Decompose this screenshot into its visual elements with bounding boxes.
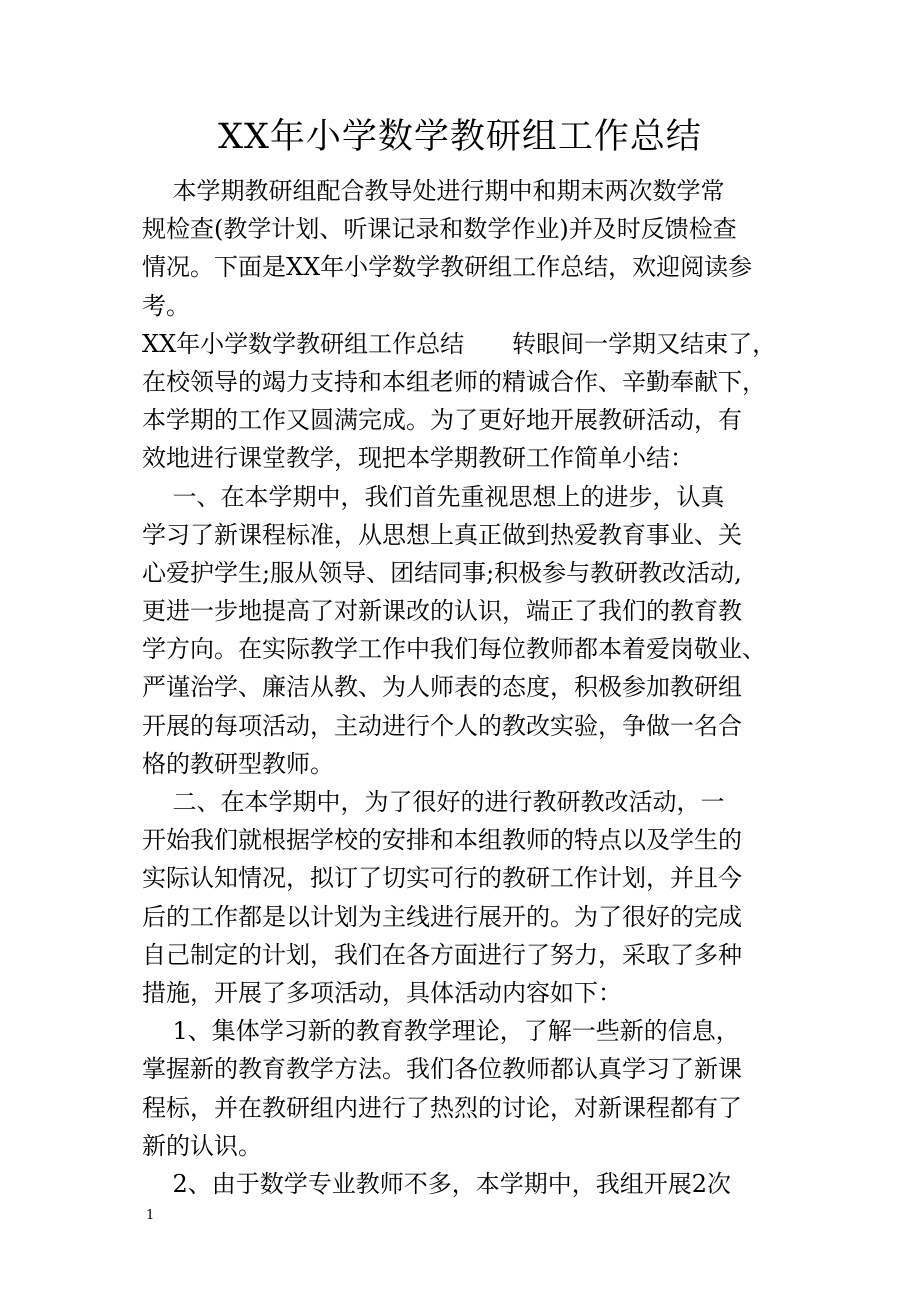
body-text-line: 掌握新的教育教学方法。我们各位教师都认真学习了新课: [142, 1055, 742, 1084]
body-text-line: 1、集体学习新的教育教学理论，了解一些新的信息，: [142, 1017, 740, 1046]
body-text-line: 后的工作都是以计划为主线进行展开的。为了很好的完成: [142, 902, 742, 931]
body-text-line: 效地进行课堂教学，现把本学期教研工作简单小结：: [142, 444, 694, 473]
body-text-line: 学习了新课程标准，从思想上真正做到热爱教育事业、关: [142, 520, 742, 549]
body-text-line: 本学期教研组配合教导处进行期中和期末两次数学常: [142, 177, 725, 205]
body-text-line: 格的教研型教师。: [142, 749, 334, 778]
body-text-line: 程标，并在教研组内进行了热烈的讨论，对新课程都有了: [142, 1093, 742, 1122]
body-text-line: 心爱护学生;服从领导、团结同事;积极参与教研教改活动,: [142, 558, 742, 587]
body-text-line: 本学期的工作又圆满完成。为了更好地开展教研活动，有: [142, 406, 742, 435]
body-text-line: 考。: [142, 291, 190, 320]
body-text-line: 开展的每项活动，主动进行个人的教改实验，争做一名合: [142, 711, 742, 740]
body-text-line: 开始我们就根据学校的安排和本组教师的特点以及学生的: [142, 826, 742, 855]
page-number: 1: [146, 1208, 155, 1223]
body-text-line: 情况。下面是XX年小学数学教研组工作总结，欢迎阅读参: [142, 253, 753, 282]
body-text-line: 措施，开展了多项活动，具体活动内容如下：: [142, 978, 622, 1007]
document-body: [142, 172, 778, 1203]
body-text-line: XX年小学数学教研组工作总结 转眼间一学期又结束了，: [142, 329, 777, 358]
body-text-line: 更进一步地提高了对新课改的认识，端正了我们的教育教: [142, 597, 742, 626]
body-text-line: 一、在本学期中，我们首先重视思想上的进步，认真: [142, 482, 725, 511]
body-text-line: 实际认知情况，拟订了切实可行的教研工作计划，并且今: [142, 864, 742, 893]
body-text-line: 规检查(教学计划、听课记录和数学作业)并及时反馈检查: [142, 215, 737, 244]
document-title: XX年小学数学教研组工作总结: [218, 117, 702, 157]
body-text-line: 新的认识。: [142, 1131, 262, 1160]
body-text-line: 二、在本学期中，为了很好的进行教研教改活动，一: [142, 788, 725, 816]
body-text-line: 在校领导的竭力支持和本组老师的精诚合作、辛勤奉献下，: [142, 367, 766, 396]
body-text-line: 学方向。在实际教学工作中我们每位教师都本着爱岗敬业、: [142, 635, 766, 664]
body-text-line: 2、由于数学专业教师不多，本学期中，我组开展2次: [142, 1169, 732, 1198]
body-text-line: 自己制定的计划，我们在各方面进行了努力，采取了多种: [142, 940, 742, 969]
body-text-line: 严谨治学、廉洁从教、为人师表的态度，积极参加教研组: [142, 673, 742, 702]
